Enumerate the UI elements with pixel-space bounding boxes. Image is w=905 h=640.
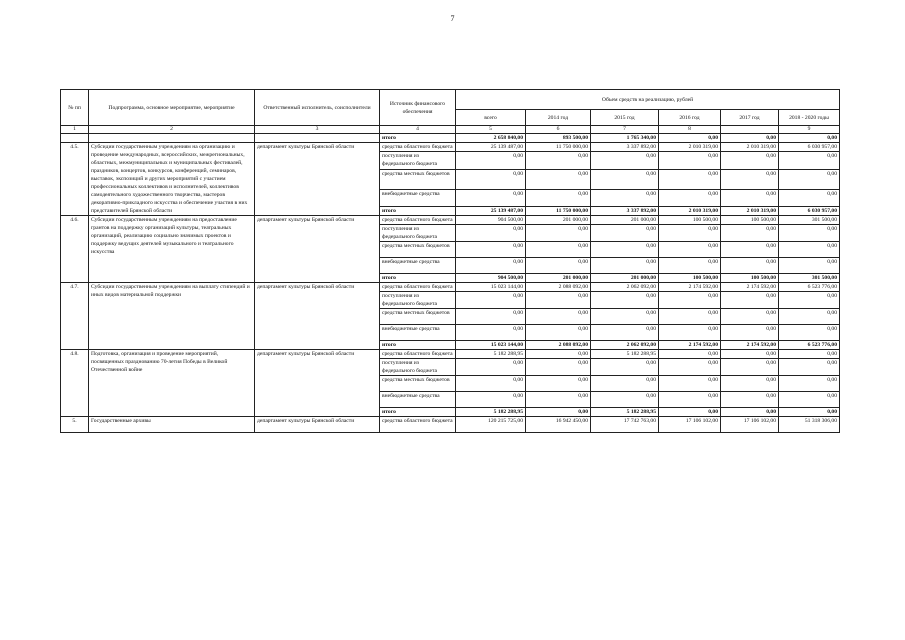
amount-cell: 2 174 592,00 bbox=[659, 283, 721, 292]
item-name: Субсидии государственным учреждениям на организацию и проведение международных, всероссийских, межрегиональных, областных, межмуниципальных и муниципальных фестивалей, праздников, концертов, конкурсов, конференций, семинаров, выставок, экспозиций и других мероприятий с участием профессиональных коллективов и исполнителей, коллективов самодеятельного художественного творчества, мастеров декоративно-прикладного искусства и обеспечение участия в них представителей Брянской области bbox=[89, 143, 255, 216]
amount-cell: 0,00 bbox=[456, 309, 526, 325]
amount-cell: 2 010 319,00 bbox=[659, 143, 721, 152]
amount-cell: 0,00 bbox=[659, 190, 721, 206]
amount-cell: 201 000,00 bbox=[591, 274, 659, 283]
header-source: Источник финансового обеспечения bbox=[380, 90, 456, 126]
amount-cell: 5 182 288,95 bbox=[591, 350, 659, 359]
amount-cell: 25 139 487,00 bbox=[456, 206, 526, 215]
amount-cell: 0,00 bbox=[591, 190, 659, 206]
amount-cell: 0,00 bbox=[659, 152, 721, 169]
empty-cell bbox=[61, 134, 89, 143]
amount-cell: 0,00 bbox=[591, 392, 659, 408]
amount-cell: 5 182 288,95 bbox=[456, 350, 526, 359]
amount-cell: 0,00 bbox=[456, 242, 526, 258]
amount-cell: 5 182 288,95 bbox=[456, 408, 526, 417]
amount-cell: 100 500,00 bbox=[659, 216, 721, 225]
source-label: итого bbox=[380, 274, 456, 283]
column-index-cell: 3 bbox=[255, 126, 380, 134]
amount-cell: 0,00 bbox=[526, 309, 591, 325]
amount-cell: 0,00 bbox=[456, 292, 526, 309]
amount-cell: 0,00 bbox=[779, 376, 840, 392]
amount-cell: 17 742 763,00 bbox=[591, 417, 659, 433]
source-label: средства местных бюджетов bbox=[380, 242, 456, 258]
amount-cell: 0,00 bbox=[721, 392, 779, 408]
amount-cell: 0,00 bbox=[659, 169, 721, 190]
source-label: итого bbox=[380, 341, 456, 350]
amount-cell: 0,00 bbox=[659, 359, 721, 376]
source-label: внебюджетные средства bbox=[380, 392, 456, 408]
amount-cell: 0,00 bbox=[591, 152, 659, 169]
amount-cell: 0,00 bbox=[721, 225, 779, 242]
amount-cell: 0,00 bbox=[721, 376, 779, 392]
source-label: средства областного бюджета bbox=[380, 350, 456, 359]
amount-cell: 11 750 000,00 bbox=[526, 206, 591, 215]
amount-cell: 0,00 bbox=[721, 134, 779, 143]
source-label: средства областного бюджета bbox=[380, 417, 456, 433]
amount-cell: 0,00 bbox=[526, 225, 591, 242]
amount-cell: 16 942 450,00 bbox=[526, 417, 591, 433]
amount-cell: 0,00 bbox=[526, 258, 591, 274]
amount-cell: 0,00 bbox=[721, 242, 779, 258]
amount-cell: 0,00 bbox=[659, 309, 721, 325]
amount-cell: 0,00 bbox=[526, 376, 591, 392]
amount-cell: 6 030 957,00 bbox=[779, 206, 840, 215]
amount-cell: 0,00 bbox=[779, 169, 840, 190]
amount-cell: 100 500,00 bbox=[659, 274, 721, 283]
column-index-cell: 4 bbox=[380, 126, 456, 134]
column-index-cell bbox=[721, 126, 779, 134]
amount-cell: 0,00 bbox=[659, 258, 721, 274]
item-number: 4.5. bbox=[61, 143, 89, 216]
amount-cell: 15 023 144,00 bbox=[456, 341, 526, 350]
amount-cell: 5 182 288,95 bbox=[591, 408, 659, 417]
source-label: средства местных бюджетов bbox=[380, 309, 456, 325]
amount-cell: 0,00 bbox=[721, 152, 779, 169]
column-index-cell: 7 bbox=[591, 126, 659, 134]
amount-cell: 0,00 bbox=[591, 258, 659, 274]
item-executor: департамент культуры Брянской области bbox=[255, 417, 380, 433]
empty-cell bbox=[255, 134, 380, 143]
amount-cell: 0,00 bbox=[526, 350, 591, 359]
amount-cell: 0,00 bbox=[659, 392, 721, 408]
source-label: поступления из федерального бюджета bbox=[380, 359, 456, 376]
item-name: Подготовка, организация и проведение мероприятий, посвященных празднованию 70-летия Победы в Великой Отечественной войне bbox=[89, 350, 255, 417]
amount-cell: 0,00 bbox=[456, 190, 526, 206]
page-number: 7 bbox=[450, 14, 455, 23]
amount-cell: 0,00 bbox=[526, 242, 591, 258]
amount-cell: 0,00 bbox=[721, 169, 779, 190]
amount-cell: 100 500,00 bbox=[721, 274, 779, 283]
empty-cell bbox=[89, 134, 255, 143]
item-executor: департамент культуры Брянской области bbox=[255, 283, 380, 350]
amount-cell: 0,00 bbox=[591, 309, 659, 325]
amount-cell: 3 337 892,00 bbox=[591, 206, 659, 215]
amount-cell: 2 088 092,00 bbox=[526, 283, 591, 292]
amount-cell: 0,00 bbox=[526, 359, 591, 376]
amount-cell: 0,00 bbox=[659, 408, 721, 417]
amount-cell: 0,00 bbox=[659, 350, 721, 359]
item-executor: департамент культуры Брянской области bbox=[255, 350, 380, 417]
item-name: Субсидии государственным учреждениям на выплату стипендий и иных видов материальной поддержки bbox=[89, 283, 255, 350]
amount-cell: 0,00 bbox=[526, 152, 591, 169]
header-num: № пп bbox=[61, 90, 89, 126]
item-number: 5. bbox=[61, 417, 89, 433]
amount-cell: 904 500,00 bbox=[456, 216, 526, 225]
amount-cell: 51 318 306,00 bbox=[779, 417, 840, 433]
amount-cell: 904 500,00 bbox=[456, 274, 526, 283]
item-number: 4.7. bbox=[61, 283, 89, 350]
amount-cell: 2 174 592,00 bbox=[659, 341, 721, 350]
amount-cell: 17 106 102,00 bbox=[721, 417, 779, 433]
amount-cell: 0,00 bbox=[591, 292, 659, 309]
amount-cell: 0,00 bbox=[659, 292, 721, 309]
amount-cell: 6 030 957,00 bbox=[779, 143, 840, 152]
amount-cell: 0,00 bbox=[526, 392, 591, 408]
amount-cell: 0,00 bbox=[659, 376, 721, 392]
amount-cell: 0,00 bbox=[779, 325, 840, 341]
amount-cell: 2 010 319,00 bbox=[721, 206, 779, 215]
source-label: итого bbox=[380, 206, 456, 215]
amount-cell: 0,00 bbox=[659, 325, 721, 341]
table-row bbox=[61, 417, 840, 433]
source-label: итого bbox=[380, 134, 456, 143]
source-label: внебюджетные средства bbox=[380, 190, 456, 206]
amount-cell: 1 765 340,00 bbox=[591, 134, 659, 143]
amount-cell: 0,00 bbox=[456, 258, 526, 274]
amount-cell: 0,00 bbox=[721, 408, 779, 417]
item-executor: департамент культуры Брянской области bbox=[255, 143, 380, 216]
amount-cell: 0,00 bbox=[779, 408, 840, 417]
amount-cell: 201 000,00 bbox=[526, 274, 591, 283]
amount-cell: 11 750 000,00 bbox=[526, 143, 591, 152]
amount-cell: 0,00 bbox=[456, 169, 526, 190]
column-index-cell: 1 bbox=[61, 126, 89, 134]
source-label: средства местных бюджетов bbox=[380, 376, 456, 392]
amount-cell: 0,00 bbox=[591, 242, 659, 258]
header-year: 2017 год bbox=[721, 110, 779, 126]
amount-cell: 0,00 bbox=[526, 292, 591, 309]
amount-cell: 0,00 bbox=[779, 392, 840, 408]
amount-cell: 0,00 bbox=[779, 359, 840, 376]
amount-cell: 0,00 bbox=[456, 392, 526, 408]
item-number: 4.6. bbox=[61, 216, 89, 283]
header-year: 2016 год bbox=[659, 110, 721, 126]
source-label: поступления из федерального бюджета bbox=[380, 225, 456, 242]
table-row bbox=[61, 143, 840, 152]
amount-cell: 2 088 092,00 bbox=[526, 341, 591, 350]
table-row bbox=[61, 350, 840, 359]
amount-cell: 120 215 725,00 bbox=[456, 417, 526, 433]
source-label: средства областного бюджета bbox=[380, 216, 456, 225]
amount-cell: 100 500,00 bbox=[721, 216, 779, 225]
item-name: Государственные архивы bbox=[89, 417, 255, 433]
amount-cell: 0,00 bbox=[721, 359, 779, 376]
amount-cell: 2 174 592,00 bbox=[721, 283, 779, 292]
amount-cell: 0,00 bbox=[779, 190, 840, 206]
amount-cell: 15 023 144,00 bbox=[456, 283, 526, 292]
amount-cell: 201 000,00 bbox=[526, 216, 591, 225]
amount-cell: 0,00 bbox=[659, 225, 721, 242]
amount-cell: 2 062 092,00 bbox=[591, 341, 659, 350]
amount-cell: 0,00 bbox=[456, 359, 526, 376]
amount-cell: 25 139 487,00 bbox=[456, 143, 526, 152]
amount-cell: 0,00 bbox=[591, 376, 659, 392]
column-index-cell: 2 bbox=[89, 126, 255, 134]
amount-cell: 0,00 bbox=[526, 169, 591, 190]
header-year: 2014 год bbox=[526, 110, 591, 126]
amount-cell: 2 010 319,00 bbox=[659, 206, 721, 215]
column-index-cell: 6 bbox=[526, 126, 591, 134]
header-year: 2018 - 2020 годы bbox=[779, 110, 840, 126]
amount-cell: 0,00 bbox=[591, 225, 659, 242]
column-index-cell: 9 bbox=[779, 126, 840, 134]
amount-cell: 0,00 bbox=[779, 258, 840, 274]
amount-cell: 0,00 bbox=[456, 225, 526, 242]
amount-cell: 2 062 092,00 bbox=[591, 283, 659, 292]
amount-cell: 0,00 bbox=[779, 242, 840, 258]
amount-cell: 0,00 bbox=[526, 408, 591, 417]
amount-cell: 0,00 bbox=[456, 152, 526, 169]
amount-cell: 3 337 892,00 bbox=[591, 143, 659, 152]
amount-cell: 0,00 bbox=[659, 134, 721, 143]
source-label: поступления из федерального бюджета bbox=[380, 292, 456, 309]
amount-cell: 0,00 bbox=[779, 292, 840, 309]
source-label: средства областного бюджета bbox=[380, 283, 456, 292]
amount-cell: 0,00 bbox=[526, 190, 591, 206]
header-year: всего bbox=[456, 110, 526, 126]
amount-cell: 0,00 bbox=[779, 350, 840, 359]
item-number: 4.8. bbox=[61, 350, 89, 417]
amount-cell: 0,00 bbox=[721, 190, 779, 206]
table-row bbox=[61, 216, 840, 225]
amount-cell: 0,00 bbox=[591, 169, 659, 190]
amount-cell: 0,00 bbox=[721, 309, 779, 325]
amount-cell: 0,00 bbox=[591, 359, 659, 376]
amount-cell: 2 010 319,00 bbox=[721, 143, 779, 152]
amount-cell: 0,00 bbox=[591, 325, 659, 341]
funding-table bbox=[60, 89, 840, 433]
amount-cell: 6 523 776,00 bbox=[779, 283, 840, 292]
header-volume: Объем средств на реализацию, рублей bbox=[456, 90, 840, 110]
source-label: средства местных бюджетов bbox=[380, 169, 456, 190]
item-name: Субсидии государственным учреждениям на предоставление грантов на поддержку организаций культуры, театральных организаций, реализацию социально значимых проектов и поддержку ведущих деятелей музыкального и театрального искусства bbox=[89, 216, 255, 283]
source-label: внебюджетные средства bbox=[380, 258, 456, 274]
amount-cell: 0,00 bbox=[779, 225, 840, 242]
amount-cell: 0,00 bbox=[721, 350, 779, 359]
amount-cell: 6 523 776,00 bbox=[779, 341, 840, 350]
amount-cell: 0,00 bbox=[526, 325, 591, 341]
header-year: 2015 год bbox=[591, 110, 659, 126]
amount-cell: 893 500,00 bbox=[526, 134, 591, 143]
amount-cell: 0,00 bbox=[779, 134, 840, 143]
amount-cell: 201 000,00 bbox=[591, 216, 659, 225]
amount-cell: 301 500,00 bbox=[779, 274, 840, 283]
amount-cell: 0,00 bbox=[779, 152, 840, 169]
column-index-cell: 8 bbox=[659, 126, 721, 134]
amount-cell: 0,00 bbox=[721, 325, 779, 341]
header-name: Подпрограмма, основное мероприятие, мероприятие bbox=[89, 90, 255, 126]
source-label: поступления из федерального бюджета bbox=[380, 152, 456, 169]
amount-cell: 301 500,00 bbox=[779, 216, 840, 225]
amount-cell: 0,00 bbox=[779, 309, 840, 325]
amount-cell: 0,00 bbox=[721, 292, 779, 309]
amount-cell: 0,00 bbox=[456, 376, 526, 392]
column-index-cell: 5 bbox=[456, 126, 526, 134]
amount-cell: 2 658 840,00 bbox=[456, 134, 526, 143]
header-executor: Ответственный исполнитель, соисполнители bbox=[255, 90, 380, 126]
source-label: внебюджетные средства bbox=[380, 325, 456, 341]
table-row bbox=[61, 283, 840, 292]
amount-cell: 0,00 bbox=[659, 242, 721, 258]
source-label: средства областного бюджета bbox=[380, 143, 456, 152]
amount-cell: 17 106 102,00 bbox=[659, 417, 721, 433]
amount-cell: 0,00 bbox=[721, 258, 779, 274]
amount-cell: 2 174 592,00 bbox=[721, 341, 779, 350]
item-executor: департамент культуры Брянской области bbox=[255, 216, 380, 283]
amount-cell: 0,00 bbox=[456, 325, 526, 341]
source-label: итого bbox=[380, 408, 456, 417]
